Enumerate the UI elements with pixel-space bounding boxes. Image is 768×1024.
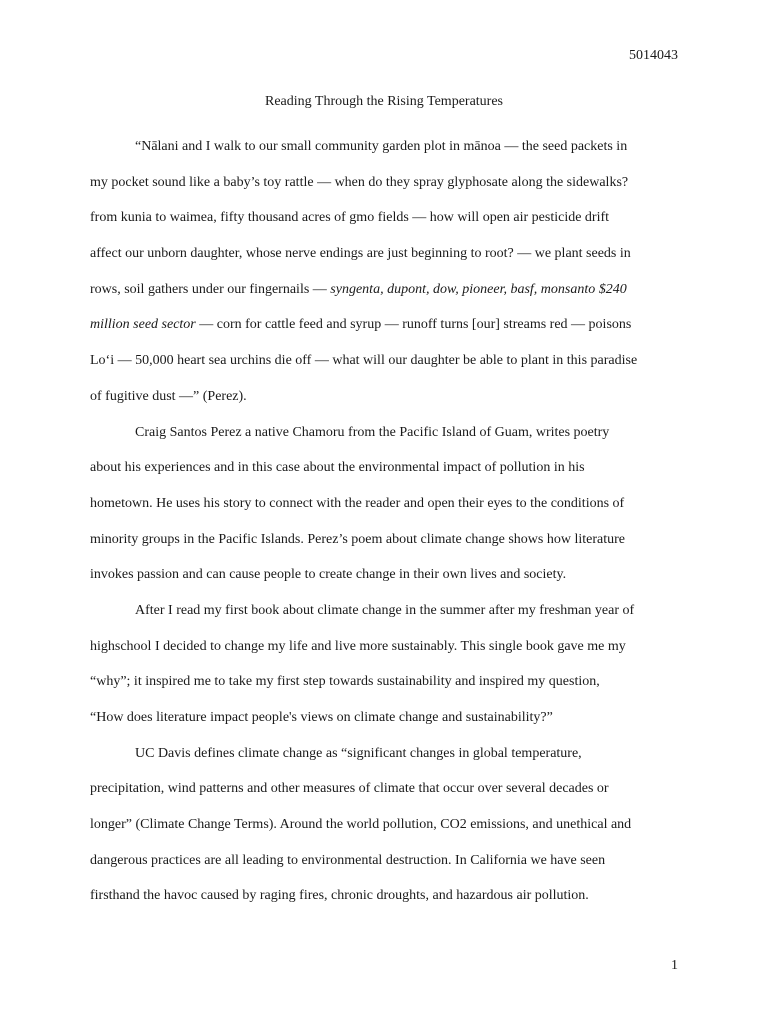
text-line <box>90 522 680 558</box>
text-segment: hometown. He uses his story to connect with the reader and open their eyes to the conditions of <box>90 495 625 511</box>
document-id: 5014043 <box>629 48 678 63</box>
text-line <box>90 236 680 272</box>
text-line <box>90 450 680 486</box>
text-segment: my pocket sound like a baby’s toy rattle — when do they spray glyphosate along the sidewalks? <box>90 174 629 190</box>
document-body <box>90 129 680 914</box>
text-segment: — corn for cattle feed and syrup — runoff turns [our] streams red — poisons <box>195 317 632 333</box>
text-line <box>90 200 680 236</box>
text-line <box>90 272 680 308</box>
text-line <box>90 557 680 593</box>
text-line <box>90 129 680 165</box>
text-segment: rows, soil gathers under our fingernails — <box>90 281 331 297</box>
text-segment: “why”; it inspired me to take my first step towards sustainability and inspired my question, <box>90 674 600 690</box>
text-line <box>90 736 680 772</box>
text-segment: Craig Santos Perez a native Chamoru from the Pacific Island of Guam, writes poetry <box>135 424 610 440</box>
text-line <box>90 843 680 879</box>
text-line <box>90 878 680 914</box>
text-segment: of fugitive dust —” (Perez). <box>90 388 247 404</box>
document-title: Reading Through the Rising Temperatures <box>264 94 503 109</box>
text-segment: UC Davis defines climate change as “significant changes in global temperature, <box>135 745 582 761</box>
text-segment: from kunia to waimea, fifty thousand acres of gmo fields — how will open air pesticide drift <box>90 210 610 226</box>
page-number: 1 <box>671 958 678 973</box>
text-segment: firsthand the havoc caused by raging fires, chronic droughts, and hazardous air pollution. <box>90 888 589 904</box>
text-line <box>90 307 680 343</box>
italic-text-segment: syngenta, dupont, dow, pioneer, basf, monsanto $240 <box>330 281 627 297</box>
italic-text-segment: million seed sector <box>90 317 196 333</box>
text-line <box>90 343 680 379</box>
text-line <box>90 486 680 522</box>
text-line <box>90 700 680 736</box>
text-segment: invokes passion and can cause people to create change in their own lives and society. <box>90 567 567 583</box>
text-line <box>90 807 680 843</box>
text-segment: minority groups in the Pacific Islands. Perez’s poem about climate change shows how literature <box>90 531 625 547</box>
text-line <box>90 165 680 201</box>
text-line <box>90 593 680 629</box>
text-segment: about his experiences and in this case about the environmental impact of pollution in his <box>90 460 585 476</box>
text-line <box>90 415 680 451</box>
text-line <box>90 629 680 665</box>
text-segment: precipitation, wind patterns and other measures of climate that occur over several decades or <box>90 781 609 797</box>
text-line <box>90 771 680 807</box>
text-line <box>90 664 680 700</box>
text-segment: highschool I decided to change my life and live more sustainably. This single book gave me my <box>90 638 626 654</box>
text-segment: dangerous practices are all leading to environmental destruction. In California we have seen <box>90 852 606 868</box>
text-segment: affect our unborn daughter, whose nerve endings are just beginning to root? — we plant seeds in <box>90 246 631 262</box>
text-segment: After I read my first book about climate change in the summer after my freshman year of <box>135 602 635 618</box>
text-segment: Loʻi — 50,000 heart sea urchins die off — what will our daughter be able to plant in this paradise <box>90 353 638 369</box>
text-segment: “Nālani and I walk to our small community garden plot in mānoa — the seed packets in <box>135 139 628 154</box>
text-line <box>90 379 680 415</box>
text-segment: “How does literature impact people's views on climate change and sustainability?” <box>90 710 553 725</box>
text-segment: longer” (Climate Change Terms). Around the world pollution, CO2 emissions, and unethical and <box>90 817 632 833</box>
